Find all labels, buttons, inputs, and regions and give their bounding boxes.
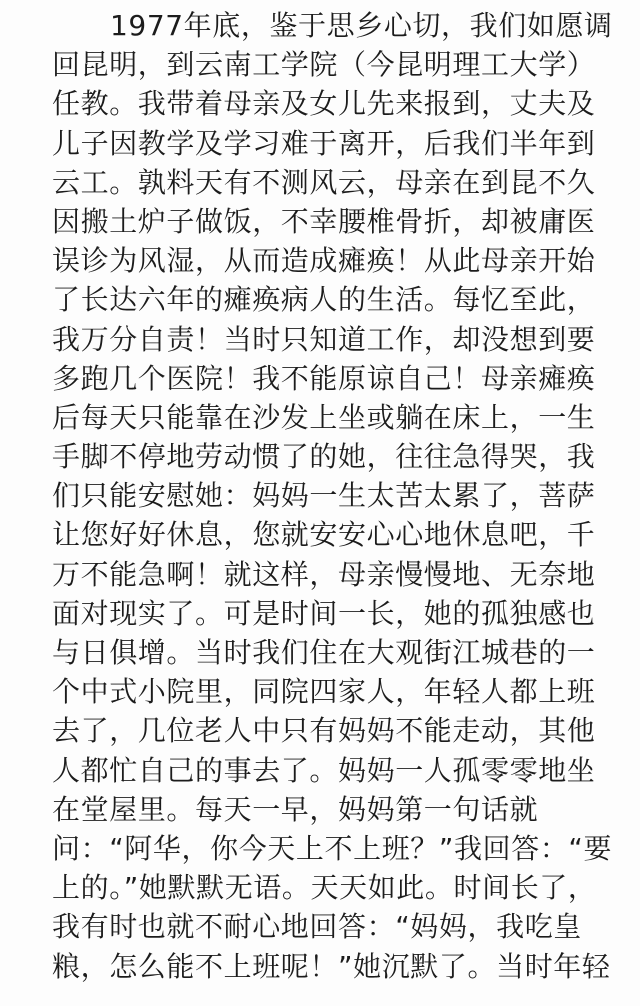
text-line: 万不能急啊！就这样，母亲慢慢地、无奈地 <box>52 557 596 591</box>
text-line: 儿子因教学及学习难于离开，后我们半年到 <box>52 126 596 160</box>
text-line: 人都忙自己的事去了。妈妈一人孤零零地坐 <box>52 753 596 787</box>
text-line: 面对现实了。可是时间一长，她的孤独感也 <box>52 596 596 630</box>
text-line: 我万分自责！当时只知道工作，却没想到要 <box>52 322 596 356</box>
text-line: 多跑几个医院！我不能原谅自己！母亲瘫痪 <box>52 361 596 395</box>
text-line: 问：“阿华，你今天上不上班？”我回答：“要 <box>52 831 613 865</box>
text-line: 因搬土炉子做饭，不幸腰椎骨折，却被庸医 <box>52 204 596 238</box>
text-line: 任教。我带着母亲及女儿先来报到，丈夫及 <box>52 87 596 121</box>
text-line: 云工。孰料天有不测风云，母亲在到昆不久 <box>52 165 596 199</box>
text-line: 我有时也就不耐心地回答：“妈妈，我吃皇 <box>52 910 582 944</box>
text-line: 了长达六年的瘫痪病人的生活。每忆至此， <box>52 283 596 317</box>
text-line: 后每天只能靠在沙发上坐或躺在床上，一生 <box>52 400 596 434</box>
text-line: 1977年底，鉴于思乡心切，我们如愿调 <box>110 9 613 42</box>
text-line: 粮，怎么能不上班呢！”她沉默了。当时年轻 <box>52 949 611 983</box>
text-line: 在堂屋里。每天一早，妈妈第一句话就 <box>52 792 539 826</box>
text-line: 们只能安慰她：妈妈一生太苦太累了，菩萨 <box>52 479 596 513</box>
article-text <box>52 6 612 986</box>
text-line: 个中式小院里，同院四家人，年轻人都上班 <box>52 675 596 709</box>
text-line: 与日俱增。当时我们住在大观街江城巷的一 <box>52 636 596 669</box>
text-line: 上的。”她默默无语。天天如此。时间长了， <box>52 871 597 905</box>
text-line: 让您好好休息，您就安安心心地休息吧，千 <box>52 518 596 552</box>
text-line: 手脚不停地劳动惯了的她，往往急得哭，我 <box>52 440 596 474</box>
text-line: 去了，几位老人中只有妈妈不能走动，其他 <box>52 714 596 748</box>
text-line: 误诊为风湿，从而造成瘫痪！从此母亲开始 <box>52 244 596 278</box>
text-line: 回昆明，到云南工学院（今昆明理工大学） <box>52 48 596 82</box>
